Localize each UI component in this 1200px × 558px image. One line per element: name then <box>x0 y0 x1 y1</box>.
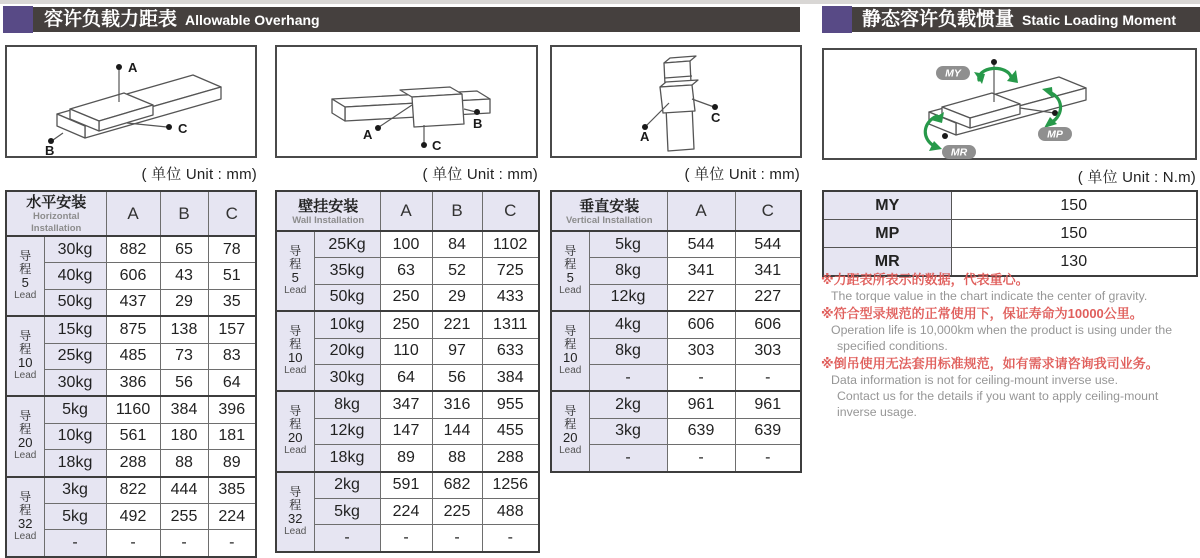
lead-number: 10 <box>288 350 303 366</box>
table-wall-installation <box>275 190 538 553</box>
value-cell: 288 <box>482 445 539 472</box>
value-cell: 606 <box>667 311 735 338</box>
value-cell: 488 <box>482 498 539 524</box>
horizontal-install-drawing <box>7 47 255 156</box>
point-a-marker <box>116 64 122 70</box>
load-cell: 3kg <box>44 477 106 504</box>
lead-number: 10 <box>563 350 578 366</box>
table-name-cell <box>6 191 106 236</box>
moment-row <box>823 220 1197 248</box>
table-row <box>551 364 801 391</box>
lead-zh-char: 导 <box>19 249 32 264</box>
value-cell: 64 <box>380 364 432 391</box>
lead-zh-char: 程 <box>19 262 32 277</box>
value-cell: - <box>667 364 735 391</box>
table-row <box>276 364 539 391</box>
value-cell: 1102 <box>482 231 539 258</box>
value-cell: 386 <box>106 369 160 396</box>
overhang-table <box>550 190 802 473</box>
value-cell: 88 <box>432 445 482 472</box>
moment-row <box>823 191 1197 220</box>
moment-value: 150 <box>951 220 1197 248</box>
lead-zh-char: 导 <box>564 244 577 259</box>
lead-number: 20 <box>288 430 303 446</box>
lead-zh-char: 导 <box>19 409 32 424</box>
table-name-en: Horizontal Installation <box>31 211 82 234</box>
table-name-zh: 水平安装 <box>26 194 87 211</box>
table-row <box>6 343 256 369</box>
lead-en: Lead <box>284 365 307 377</box>
table-row <box>6 503 256 529</box>
value-cell: - <box>106 530 160 557</box>
load-cell: 8kg <box>589 338 667 364</box>
value-cell: 224 <box>208 503 256 529</box>
value-cell: - <box>432 525 482 552</box>
point-a-label: A <box>640 129 650 144</box>
value-cell: - <box>735 445 801 472</box>
point-b-label: B <box>473 116 483 131</box>
load-cell: 10kg <box>44 423 106 449</box>
lead-zh-char: 程 <box>289 497 302 512</box>
table-name-en: Vertical Installation <box>565 214 653 226</box>
value-cell: 875 <box>106 316 160 343</box>
column-header-a: A <box>380 191 432 231</box>
point-c-label: C <box>711 110 721 125</box>
lead-number: 32 <box>288 510 303 526</box>
lead-zh-char: 导 <box>289 244 302 259</box>
my-label: MY <box>945 67 961 80</box>
value-cell: 544 <box>735 231 801 258</box>
value-cell: 224 <box>380 498 432 524</box>
value-cell: 882 <box>106 236 160 263</box>
load-cell: 12kg <box>589 284 667 311</box>
value-cell: 64 <box>208 369 256 396</box>
table-row <box>551 445 801 472</box>
wall-install-drawing <box>277 47 536 156</box>
value-cell: 384 <box>160 396 208 423</box>
top-divider-line <box>0 0 1200 4</box>
lead-zh-char: 程 <box>19 422 32 437</box>
load-cell: 50kg <box>44 289 106 316</box>
value-cell: - <box>482 525 539 552</box>
value-cell: 138 <box>160 316 208 343</box>
lead-number: 5 <box>566 270 574 286</box>
point-c-marker <box>421 142 427 148</box>
table-static-moment <box>822 190 1196 277</box>
load-cell: 35kg <box>314 258 380 284</box>
load-cell: 2kg <box>589 391 667 418</box>
load-cell: 8kg <box>589 258 667 284</box>
lead-en: Lead <box>14 450 37 462</box>
lead-en: Lead <box>559 365 582 377</box>
load-cell: 25kg <box>44 343 106 369</box>
load-cell: 12kg <box>314 418 380 444</box>
load-cell: - <box>589 364 667 391</box>
note-zh: ※倒吊使用无法套用标准规范，如有需求请咨询我司业务。 <box>821 356 1159 371</box>
vertical-install-drawing <box>552 47 800 156</box>
table-row <box>6 289 256 316</box>
table-row <box>551 311 801 338</box>
table-row <box>6 369 256 396</box>
column-header-b: B <box>160 191 208 236</box>
lead-cell <box>276 311 314 391</box>
value-cell: 341 <box>735 258 801 284</box>
load-cell: 8kg <box>314 391 380 418</box>
table-row <box>551 258 801 284</box>
mr-label: MR <box>950 146 968 159</box>
value-cell: 606 <box>106 263 160 289</box>
lead-number: 20 <box>563 430 578 446</box>
load-cell: 5kg <box>44 503 106 529</box>
value-cell: 1160 <box>106 396 160 423</box>
lead-cell <box>276 231 314 311</box>
lead-en: Lead <box>14 290 37 302</box>
mr-axis-marker <box>942 133 948 139</box>
lead-cell <box>551 311 589 391</box>
value-cell: 73 <box>160 343 208 369</box>
load-cell: 40kg <box>44 263 106 289</box>
value-cell: 1256 <box>482 472 539 499</box>
lead-zh-char: 程 <box>19 502 32 517</box>
my-axis-marker <box>991 59 997 65</box>
table-row <box>6 477 256 504</box>
load-cell: 5kg <box>589 231 667 258</box>
value-cell: 384 <box>482 364 539 391</box>
table-row <box>276 472 539 499</box>
table-row <box>276 231 539 258</box>
moment-label: MY <box>823 191 951 220</box>
overhang-table <box>275 190 540 553</box>
lead-zh-char: 程 <box>564 337 577 352</box>
table-row <box>6 450 256 477</box>
value-cell: 227 <box>667 284 735 311</box>
value-cell: 492 <box>106 503 160 529</box>
value-cell: 633 <box>482 338 539 364</box>
table-row <box>551 284 801 311</box>
lead-en: Lead <box>14 530 37 542</box>
value-cell: 43 <box>160 263 208 289</box>
point-a-label: A <box>363 127 373 142</box>
lead-zh-char: 程 <box>19 342 32 357</box>
value-cell: 682 <box>432 472 482 499</box>
lead-zh-char: 导 <box>289 484 302 499</box>
value-cell: 455 <box>482 418 539 444</box>
value-cell: 303 <box>667 338 735 364</box>
value-cell: 606 <box>735 311 801 338</box>
table-vertical-installation <box>550 190 800 473</box>
value-cell: 250 <box>380 311 432 338</box>
overhang-table <box>5 190 257 558</box>
note-en: specified conditions. <box>837 339 948 353</box>
lead-zh-char: 导 <box>19 329 32 344</box>
value-cell: 83 <box>208 343 256 369</box>
lead-cell <box>551 231 589 311</box>
value-cell: - <box>735 364 801 391</box>
load-cell: 2kg <box>314 472 380 499</box>
point-a-marker <box>375 125 381 131</box>
load-cell: - <box>44 530 106 557</box>
diagram-vertical-installation <box>550 45 802 158</box>
lead-zh-char: 导 <box>564 324 577 339</box>
lead-number: 20 <box>18 435 33 451</box>
value-cell: - <box>667 445 735 472</box>
value-cell: 561 <box>106 423 160 449</box>
table-row <box>276 525 539 552</box>
value-cell: 961 <box>735 391 801 418</box>
value-cell: 1311 <box>482 311 539 338</box>
lead-en: Lead <box>284 285 307 297</box>
value-cell: - <box>208 530 256 557</box>
lead-en: Lead <box>559 285 582 297</box>
lead-zh-char: 程 <box>289 337 302 352</box>
lead-number: 10 <box>18 355 33 371</box>
value-cell: 955 <box>482 391 539 418</box>
diagram-horizontal-installation <box>5 45 257 158</box>
value-cell: 180 <box>160 423 208 449</box>
value-cell: 110 <box>380 338 432 364</box>
column-header-a: A <box>667 191 735 231</box>
lead-zh-char: 导 <box>564 404 577 419</box>
value-cell: 89 <box>380 445 432 472</box>
table-row <box>276 445 539 472</box>
section-header-static-loading-moment <box>822 7 1200 32</box>
table-horizontal-installation <box>5 190 257 558</box>
unit-label-nm: ( 单位 Unit : N.m) <box>1077 169 1196 186</box>
load-cell: 30kg <box>314 364 380 391</box>
table-row <box>276 418 539 444</box>
mp-label: MP <box>1047 128 1063 141</box>
section-title-en: Static Loading Moment <box>1022 12 1177 28</box>
value-cell: 84 <box>432 231 482 258</box>
value-cell: 221 <box>432 311 482 338</box>
load-cell: 18kg <box>314 445 380 472</box>
note-zh: ※力距表所表示的数据，代表重心。 <box>821 272 1029 287</box>
value-cell: 822 <box>106 477 160 504</box>
point-c-marker <box>166 124 172 130</box>
table-row <box>6 236 256 263</box>
value-cell: 63 <box>380 258 432 284</box>
footnotes <box>821 270 1200 420</box>
table-row <box>6 263 256 289</box>
value-cell: 385 <box>208 477 256 504</box>
value-cell: 225 <box>432 498 482 524</box>
load-cell: 30kg <box>44 236 106 263</box>
table-row <box>276 311 539 338</box>
lead-en: Lead <box>14 370 37 382</box>
value-cell: 29 <box>160 289 208 316</box>
value-cell: 591 <box>380 472 432 499</box>
load-cell: 4kg <box>589 311 667 338</box>
note-en: The torque value in the chart indicate the center of gravity. <box>831 289 1148 303</box>
lead-zh-char: 导 <box>289 324 302 339</box>
value-cell: 544 <box>667 231 735 258</box>
value-cell: 725 <box>482 258 539 284</box>
note-en: Contact us for the details if you want to apply ceiling-mount <box>837 389 1159 403</box>
load-cell: 30kg <box>44 369 106 396</box>
value-cell: 250 <box>380 284 432 311</box>
diagram-static-loading-moment <box>822 48 1197 160</box>
value-cell: 316 <box>432 391 482 418</box>
section-title-zh: 静态容许负载惯量 <box>862 9 1015 30</box>
moment-value: 150 <box>951 191 1197 220</box>
column-header-c: C <box>208 191 256 236</box>
load-cell: 5kg <box>314 498 380 524</box>
value-cell: 255 <box>160 503 208 529</box>
table-row <box>551 418 801 444</box>
value-cell: 288 <box>106 450 160 477</box>
section-title-en: Allowable Overhang <box>185 12 320 28</box>
value-cell: 147 <box>380 418 432 444</box>
lead-zh-char: 程 <box>289 257 302 272</box>
point-a-label: A <box>128 60 138 75</box>
load-cell: 50kg <box>314 284 380 311</box>
value-cell: 56 <box>432 364 482 391</box>
value-cell: - <box>380 525 432 552</box>
value-cell: 157 <box>208 316 256 343</box>
column-header-c: C <box>482 191 539 231</box>
lead-cell <box>6 236 44 316</box>
table-row <box>276 498 539 524</box>
lead-number: 32 <box>18 515 33 531</box>
point-c-label: C <box>432 138 442 153</box>
value-cell: 437 <box>106 289 160 316</box>
load-cell: 15kg <box>44 316 106 343</box>
load-cell: 5kg <box>44 396 106 423</box>
value-cell: 303 <box>735 338 801 364</box>
table-row <box>276 258 539 284</box>
value-cell: 65 <box>160 236 208 263</box>
table-name-cell <box>276 191 380 231</box>
column-header-b: B <box>432 191 482 231</box>
value-cell: 433 <box>482 284 539 311</box>
lead-en: Lead <box>559 445 582 457</box>
value-cell: 88 <box>160 450 208 477</box>
value-cell: 97 <box>432 338 482 364</box>
table-row <box>551 338 801 364</box>
table-row <box>6 316 256 343</box>
value-cell: 396 <box>208 396 256 423</box>
lead-zh-char: 程 <box>564 417 577 432</box>
lead-zh-char: 导 <box>289 404 302 419</box>
note-en: Operation life is 10,000km when the product is using under the <box>831 323 1173 337</box>
value-cell: 639 <box>667 418 735 444</box>
load-cell: 25Kg <box>314 231 380 258</box>
lead-zh-char: 导 <box>19 489 32 504</box>
unit-label-mm: ( 单位 Unit : mm) <box>422 166 538 183</box>
lead-cell <box>551 391 589 471</box>
lead-zh-char: 程 <box>289 417 302 432</box>
table-row <box>551 231 801 258</box>
value-cell: 51 <box>208 263 256 289</box>
lead-number: 5 <box>21 275 29 291</box>
value-cell: 347 <box>380 391 432 418</box>
moment-label: MR <box>823 248 951 277</box>
note-zh: ※符合型录规范的正常使用下，保证寿命为10000公里。 <box>821 306 1143 321</box>
value-cell: 341 <box>667 258 735 284</box>
moment-label: MP <box>823 220 951 248</box>
load-cell: 10kg <box>314 311 380 338</box>
load-cell: 20kg <box>314 338 380 364</box>
value-cell: 639 <box>735 418 801 444</box>
load-cell: 18kg <box>44 450 106 477</box>
unit-label-mm: ( 单位 Unit : mm) <box>684 166 800 183</box>
lead-cell <box>6 316 44 396</box>
table-row <box>276 391 539 418</box>
table-name-cell <box>551 191 667 231</box>
table-name-zh: 垂直安装 <box>579 197 640 215</box>
value-cell: - <box>160 530 208 557</box>
load-cell: - <box>314 525 380 552</box>
value-cell: 485 <box>106 343 160 369</box>
note-en: inverse usage. <box>837 405 917 419</box>
point-b-marker <box>474 109 480 115</box>
note-en: Data information is not for ceiling-mount inverse use. <box>831 373 1119 387</box>
table-row <box>6 530 256 557</box>
value-cell: 89 <box>208 450 256 477</box>
column-header-c: C <box>735 191 801 231</box>
moment-value: 130 <box>951 248 1197 277</box>
value-cell: 144 <box>432 418 482 444</box>
table-row <box>551 391 801 418</box>
value-cell: 961 <box>667 391 735 418</box>
section-header-allowable-overhang <box>0 7 800 32</box>
lead-en: Lead <box>284 525 307 537</box>
table-row <box>276 284 539 311</box>
value-cell: 52 <box>432 258 482 284</box>
column-header-a: A <box>106 191 160 236</box>
value-cell: 181 <box>208 423 256 449</box>
table-row <box>6 396 256 423</box>
table-row <box>276 338 539 364</box>
table-name-en: Wall Installation <box>292 214 365 226</box>
value-cell: 56 <box>160 369 208 396</box>
value-cell: 78 <box>208 236 256 263</box>
value-cell: 35 <box>208 289 256 316</box>
load-cell: 3kg <box>589 418 667 444</box>
value-cell: 100 <box>380 231 432 258</box>
section-title-zh: 容许负载力距表 <box>44 9 178 30</box>
load-cell: - <box>589 445 667 472</box>
lead-cell <box>6 477 44 557</box>
lead-number: 5 <box>291 270 299 286</box>
value-cell: 227 <box>735 284 801 311</box>
lead-zh-char: 程 <box>564 257 577 272</box>
value-cell: 444 <box>160 477 208 504</box>
value-cell: 29 <box>432 284 482 311</box>
lead-cell <box>276 391 314 471</box>
table-row <box>6 423 256 449</box>
point-b-label: B <box>45 143 55 158</box>
lead-cell <box>276 472 314 552</box>
lead-en: Lead <box>284 445 307 457</box>
unit-label-mm: ( 单位 Unit : mm) <box>141 166 257 183</box>
moment-axes-drawing <box>824 50 1195 158</box>
lead-cell <box>6 396 44 476</box>
diagram-wall-installation <box>275 45 538 158</box>
point-c-label: C <box>178 121 188 136</box>
table-name-zh: 壁挂安装 <box>298 197 359 215</box>
